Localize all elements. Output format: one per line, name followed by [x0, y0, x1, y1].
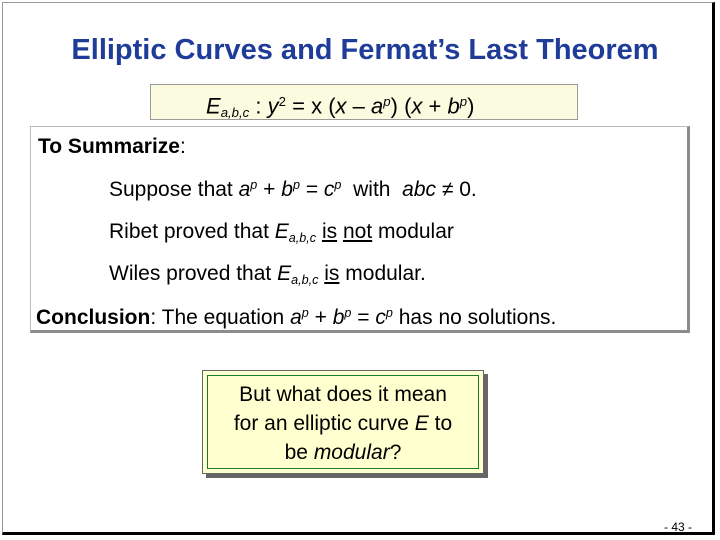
summary-line-ribet [109, 220, 454, 245]
question-line-2: for an elliptic curve [233, 411, 409, 435]
a-exponent: p [301, 306, 309, 321]
var-c: c [323, 178, 335, 201]
var-c: c [375, 306, 386, 329]
var-a: a [238, 178, 251, 201]
curve-subscript: a,b,c [220, 105, 250, 121]
question-line-1: But what does it mean [239, 382, 447, 406]
plus-sign: + [314, 306, 327, 329]
curve-subscript: a,b,c [291, 272, 319, 287]
b-exponent: p [292, 178, 300, 193]
summary-box [30, 126, 690, 333]
c-exponent: p [385, 306, 393, 321]
var-y: y [267, 93, 279, 119]
plus-sign: + [428, 93, 442, 119]
modular-text: modular. [345, 262, 426, 285]
curve-symbol: E [414, 411, 429, 435]
eq-end: ) [467, 93, 475, 119]
with-text: with [353, 178, 391, 201]
eq-mid: ) ( [390, 93, 412, 119]
eq-part: = x ( [292, 93, 336, 119]
plus-sign: + [263, 178, 276, 201]
curve-subscript: a,b,c [288, 230, 317, 245]
zero-value: 0. [459, 178, 477, 201]
modular-text: modular [378, 220, 454, 243]
conclusion-end: has no solutions. [398, 306, 557, 329]
summary-line-suppose [109, 178, 477, 202]
is-underlined: is [321, 220, 338, 243]
question-box [202, 370, 484, 474]
curve-symbol: E [206, 93, 221, 119]
y-exponent: 2 [278, 94, 286, 109]
summary-heading-colon: : [179, 135, 186, 158]
var-x2: x [411, 93, 423, 119]
c-exponent: p [334, 178, 342, 193]
conclusion-text: : The equation [150, 306, 285, 329]
page-number: - 43 - [664, 520, 693, 534]
ribet-text: Ribet proved that [109, 220, 269, 243]
a-exponent: p [383, 94, 391, 109]
equals-sign: = [305, 178, 319, 201]
equals-sign: = [357, 306, 370, 329]
conclusion-label: Conclusion [36, 306, 151, 329]
minus-sign: – [352, 93, 365, 119]
question-line-2-end: to [434, 411, 453, 435]
summary-heading: To Summarize [38, 135, 180, 158]
is-underlined: is [324, 262, 340, 285]
var-x1: x [335, 93, 347, 119]
a-exponent: p [250, 178, 258, 193]
question-line-3: be [284, 440, 308, 464]
curve-symbol: E [274, 220, 289, 243]
question-mark: ? [389, 440, 402, 464]
colon: : [255, 93, 262, 119]
summary-line-wiles [109, 262, 426, 287]
question-inner-frame [207, 375, 479, 469]
summary-heading-line [38, 135, 186, 159]
modular-word: modular [313, 440, 390, 464]
conclusion-line [36, 306, 556, 330]
not-underlined: not [342, 220, 373, 243]
question-text [234, 380, 452, 467]
var-abc: abc [402, 178, 436, 201]
var-b: b [447, 93, 460, 119]
suppose-text: Suppose that [109, 178, 233, 201]
curve-equation-box [150, 84, 578, 120]
var-b: b [281, 178, 293, 201]
not-equal-sign: ≠ [441, 178, 454, 201]
var-a: a [371, 93, 384, 119]
b-exponent: p [344, 306, 352, 321]
slide-title: Elliptic Curves and Fermat’s Last Theorem [71, 34, 659, 66]
curve-symbol: E [277, 262, 292, 285]
var-b: b [332, 306, 345, 329]
var-a: a [290, 306, 302, 329]
b-exponent: p [459, 94, 468, 109]
wiles-text: Wiles proved that [109, 262, 272, 285]
